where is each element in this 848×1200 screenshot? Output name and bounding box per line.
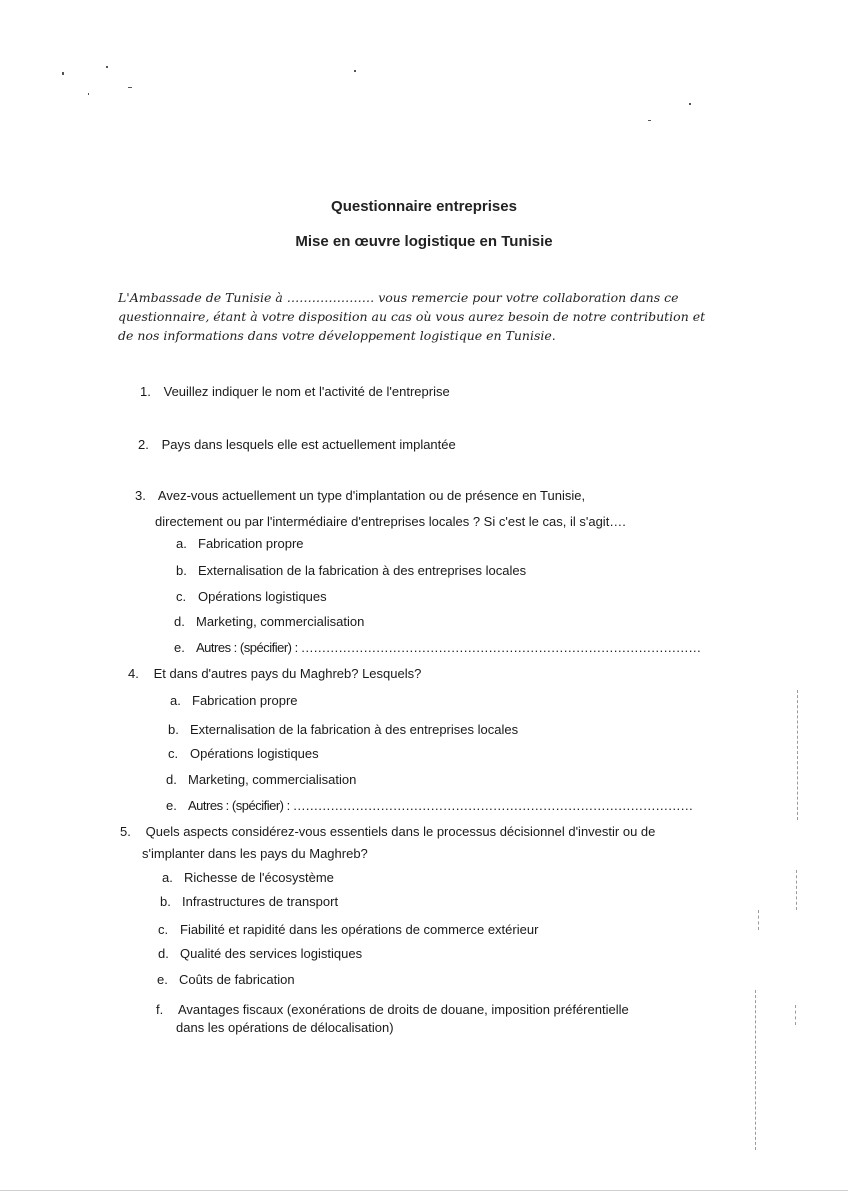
option-text: Coûts de fabrication [179, 972, 295, 987]
option-3b [176, 563, 526, 578]
option-5e [157, 972, 295, 987]
option-text: Fiabilité et rapidité dans les opérations de commerce extérieur [180, 922, 539, 937]
option-letter: c. [168, 746, 179, 761]
question-number: 3. [135, 488, 146, 503]
option-text: Opérations logistiques [190, 746, 319, 761]
question-3-continued [155, 514, 626, 529]
option-5c [158, 922, 538, 937]
option-3c [176, 589, 327, 604]
option-text: Fabrication propre [192, 693, 298, 708]
scan-speck [128, 87, 132, 88]
scan-edge-marks [755, 990, 757, 1150]
option-letter: a. [176, 536, 187, 551]
intro-line: L'Ambassade de Tunisie à ………………… vous remercie pour votre collaboration dans ce [118, 290, 679, 305]
option-4c [168, 746, 319, 761]
option-5f-continued [176, 1020, 394, 1035]
scan-bottom-edge [0, 1190, 848, 1191]
scan-edge-marks [797, 690, 799, 820]
page-subtitle: Mise en œuvre logistique en Tunisie [295, 233, 553, 250]
option-letter: f. [156, 1002, 164, 1017]
option-text: Marketing, commercialisation [196, 614, 365, 629]
intro-line: de nos informations dans votre développement logistique en Tunisie. [118, 328, 556, 343]
option-text: Autres : (spécifier) : …………………………………………………………………………………… [188, 798, 693, 813]
question-number: 5. [120, 824, 131, 839]
option-5d [158, 946, 362, 961]
option-text-line: Avantages fiscaux (exonérations de droits de douane, imposition préférentielle [178, 1002, 629, 1017]
option-4b [168, 722, 518, 737]
option-4d [166, 772, 356, 787]
option-letter: e. [174, 640, 185, 655]
question-3 [135, 488, 585, 503]
option-letter: c. [158, 922, 169, 937]
option-text: Qualité des services logistiques [180, 946, 363, 961]
intro-paragraph [118, 288, 706, 345]
question-text: Veuillez indiquer le nom et l'activité de l'entreprise [163, 384, 450, 399]
option-letter: d. [174, 614, 185, 629]
question-text-line: s'implanter dans les pays du Maghreb? [142, 846, 368, 861]
option-text: Opérations logistiques [198, 589, 327, 604]
question-number: 4. [128, 666, 139, 681]
option-5a [162, 870, 334, 885]
option-letter: b. [176, 563, 187, 578]
option-text: Externalisation de la fabrication à des entreprises locales [198, 563, 527, 578]
option-letter: e. [166, 798, 177, 813]
question-4 [128, 666, 421, 681]
option-letter: b. [168, 722, 179, 737]
option-5f [156, 1002, 629, 1017]
scan-speck [62, 72, 64, 75]
option-text-line: dans les opérations de délocalisation) [176, 1020, 394, 1035]
option-4a [170, 693, 298, 708]
scan-edge-marks [795, 1005, 797, 1025]
option-letter: a. [162, 870, 173, 885]
option-text: Infrastructures de transport [182, 894, 339, 909]
option-letter: b. [160, 894, 171, 909]
intro-line: questionnaire, étant à votre disposition au cas où vous aurez besoin de notre contribution et [118, 309, 706, 324]
scan-speck [354, 70, 356, 72]
option-letter: e. [157, 972, 168, 987]
question-text: Et dans d'autres pays du Maghreb? Lesquels? [153, 666, 422, 681]
scan-speck [648, 120, 651, 121]
scan-edge-marks [796, 870, 798, 910]
scan-speck [88, 93, 89, 95]
question-number: 1. [140, 384, 151, 399]
option-letter: a. [170, 693, 181, 708]
option-text: Marketing, commercialisation [188, 772, 357, 787]
option-3e [174, 640, 701, 655]
question-number: 2. [138, 437, 149, 452]
question-5-continued [142, 846, 368, 861]
option-4e [166, 798, 693, 813]
option-text: Richesse de l'écosystème [184, 870, 334, 885]
scan-edge-marks [758, 910, 760, 930]
page-title: Questionnaire entreprises [331, 198, 517, 215]
option-text: Externalisation de la fabrication à des entreprises locales [190, 722, 519, 737]
question-text-line: Quels aspects considérez-vous essentiels dans le processus décisionnel d'investir ou de [145, 824, 656, 839]
scan-speck [689, 103, 691, 105]
option-3a [176, 536, 304, 551]
option-letter: d. [158, 946, 169, 961]
option-3d [174, 614, 364, 629]
scan-speck [106, 66, 108, 68]
option-text: Fabrication propre [198, 536, 304, 551]
question-2 [138, 437, 456, 452]
question-5 [120, 824, 655, 839]
option-5b [160, 894, 338, 909]
question-text-line: directement ou par l'intermédiaire d'entreprises locales ? Si c'est le cas, il s'agit…. [155, 514, 626, 529]
option-letter: d. [166, 772, 177, 787]
question-text: Pays dans lesquels elle est actuellement implantée [161, 437, 456, 452]
option-letter: c. [176, 589, 187, 604]
question-text-line: Avez-vous actuellement un type d'implantation ou de présence en Tunisie, [157, 488, 586, 503]
option-text: Autres : (spécifier) : …………………………………………………………………………………… [196, 640, 701, 655]
question-1 [140, 384, 450, 399]
